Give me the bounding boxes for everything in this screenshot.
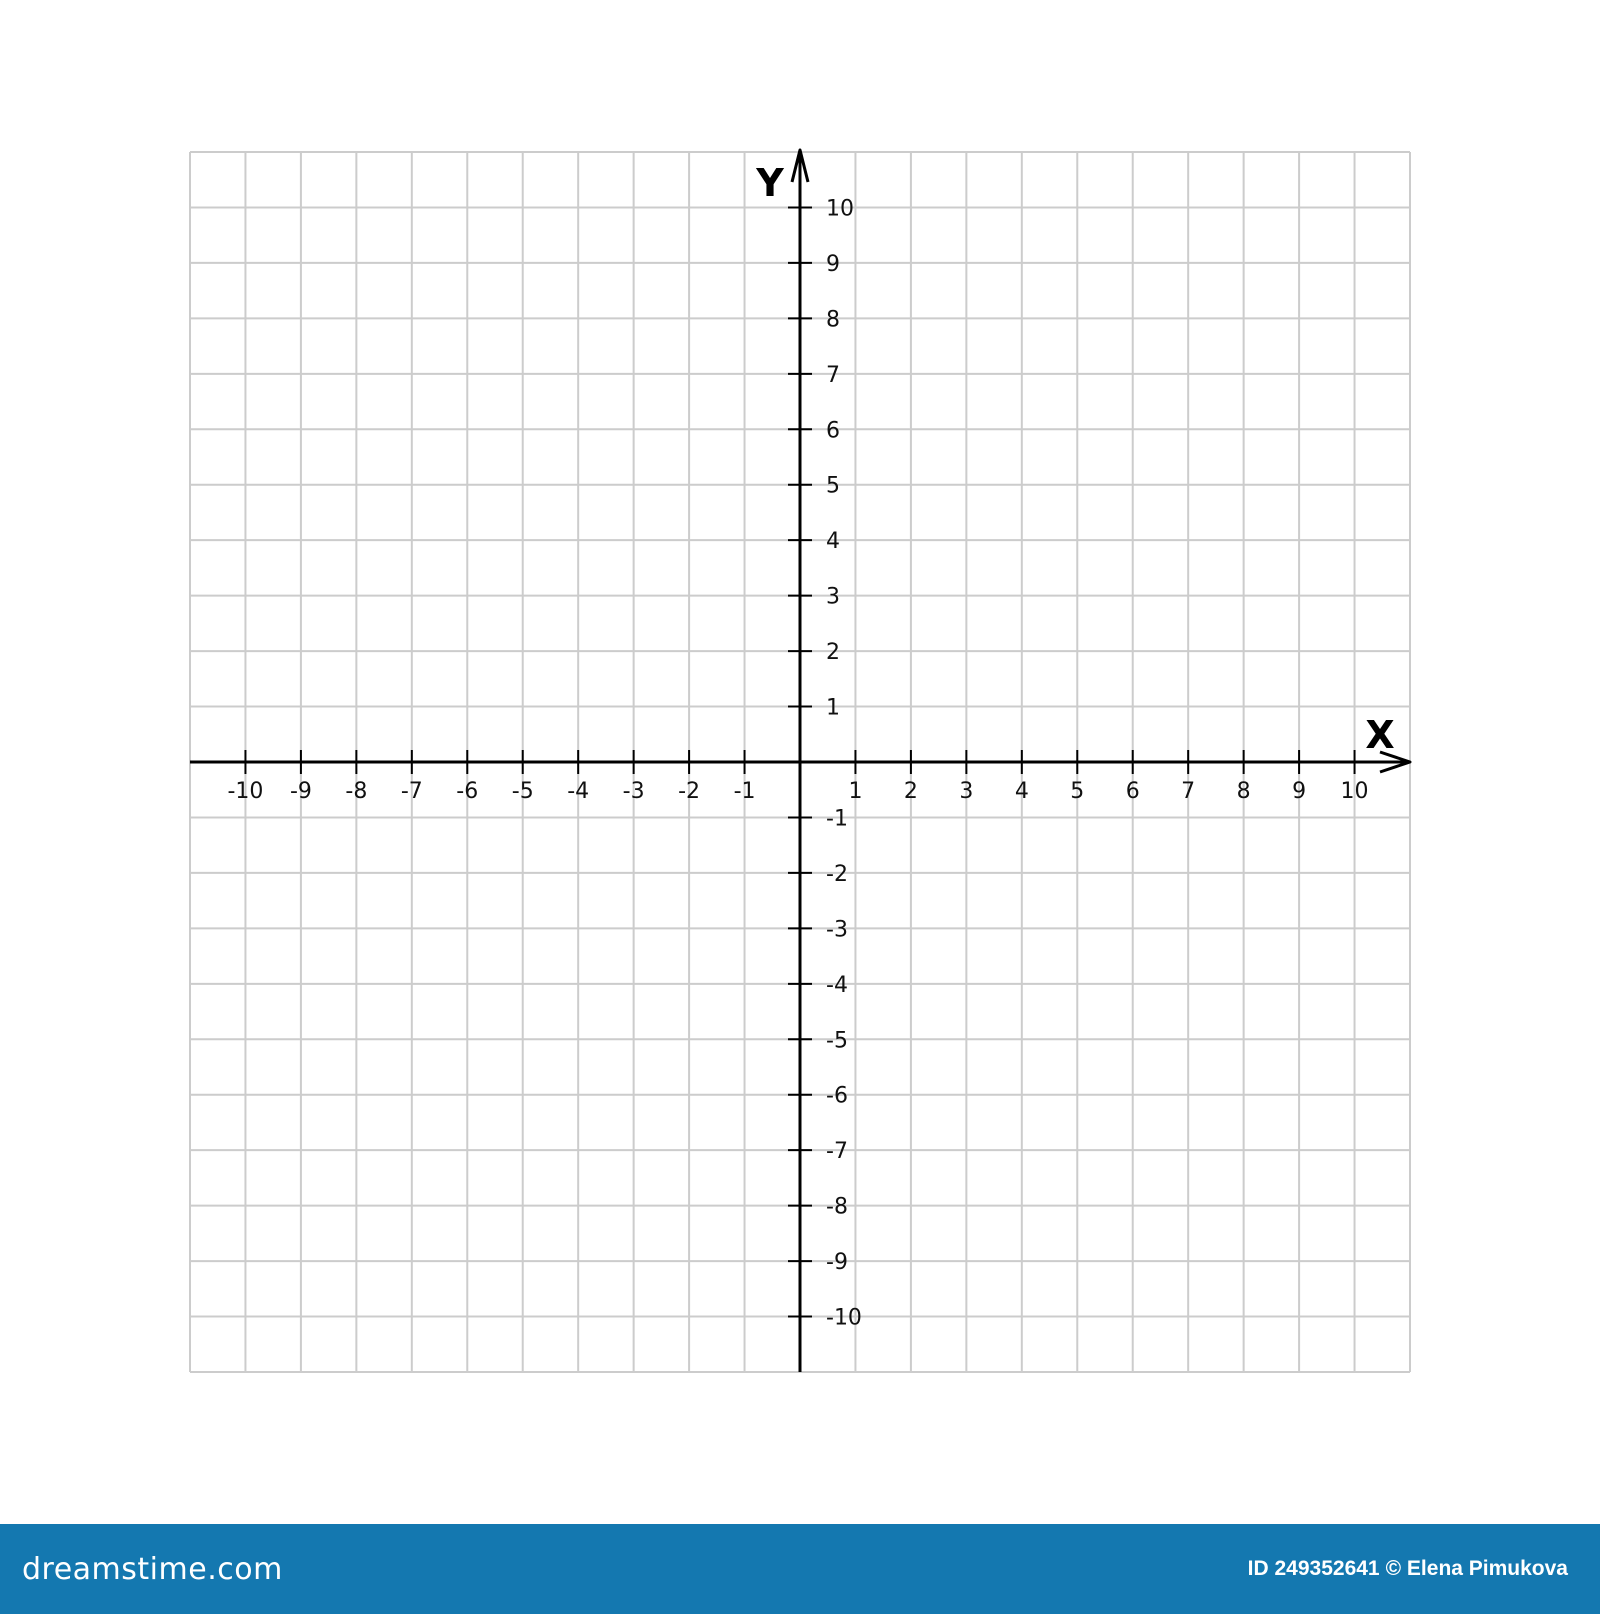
y-tick-label: 1 xyxy=(826,695,840,721)
x-tick-label: -1 xyxy=(733,779,756,804)
x-axis-label: X xyxy=(1365,713,1395,757)
x-tick-label: -8 xyxy=(345,779,368,804)
x-tick-label: -2 xyxy=(678,779,701,804)
y-tick-label: 8 xyxy=(826,307,840,333)
author-credit: © Elena Pimukova xyxy=(1385,1557,1568,1580)
x-tick-label: 4 xyxy=(1014,779,1029,804)
y-tick-label: -1 xyxy=(826,806,848,832)
y-tick-label: 4 xyxy=(826,529,840,555)
x-tick-label: -5 xyxy=(511,779,534,804)
y-tick-label: -6 xyxy=(826,1083,848,1109)
y-tick-label: 2 xyxy=(826,640,840,666)
image-credit xyxy=(1248,1557,1568,1581)
x-tick-label: 3 xyxy=(959,779,974,804)
x-tick-label: 5 xyxy=(1070,779,1085,804)
logo-text: dreamstime.com xyxy=(22,1551,283,1587)
x-tick-labels xyxy=(227,779,1368,804)
x-tick-label: 7 xyxy=(1181,779,1196,804)
y-tick-label: 9 xyxy=(826,251,840,277)
y-tick-label: -5 xyxy=(826,1028,848,1054)
y-tick-label: -10 xyxy=(826,1305,862,1331)
y-tick-label: 6 xyxy=(826,418,840,444)
x-tick-label: -3 xyxy=(622,779,645,804)
y-tick-label: 3 xyxy=(826,584,840,610)
y-tick-label: 10 xyxy=(826,196,854,222)
x-tick-label: -9 xyxy=(289,779,312,804)
x-tick-label: 2 xyxy=(903,779,918,804)
x-tick-label: -6 xyxy=(456,779,479,804)
y-tick-label: -4 xyxy=(826,972,848,998)
dreamstime-logo xyxy=(22,1552,283,1587)
y-tick-label: -9 xyxy=(826,1250,848,1276)
y-tick-label: -7 xyxy=(826,1139,848,1165)
y-tick-label: -3 xyxy=(826,917,848,943)
axes xyxy=(190,150,1410,1372)
y-tick-label: 5 xyxy=(826,473,840,499)
stock-footer-bar xyxy=(0,1524,1600,1614)
y-tick-label: -2 xyxy=(826,861,848,887)
x-tick-label: -4 xyxy=(567,779,590,804)
y-axis-label: Y xyxy=(756,161,784,205)
x-tick-label: 9 xyxy=(1292,779,1307,804)
x-tick-label: 1 xyxy=(848,779,863,804)
image-id-label: ID 249352641 xyxy=(1247,1557,1380,1580)
y-tick-label: -8 xyxy=(826,1194,848,1220)
x-tick-label: 10 xyxy=(1340,779,1369,804)
x-tick-label: -10 xyxy=(227,779,264,804)
y-tick-label: 7 xyxy=(826,362,840,388)
x-tick-label: 8 xyxy=(1236,779,1251,804)
x-tick-label: 6 xyxy=(1125,779,1140,804)
x-tick-label: -7 xyxy=(400,779,423,804)
